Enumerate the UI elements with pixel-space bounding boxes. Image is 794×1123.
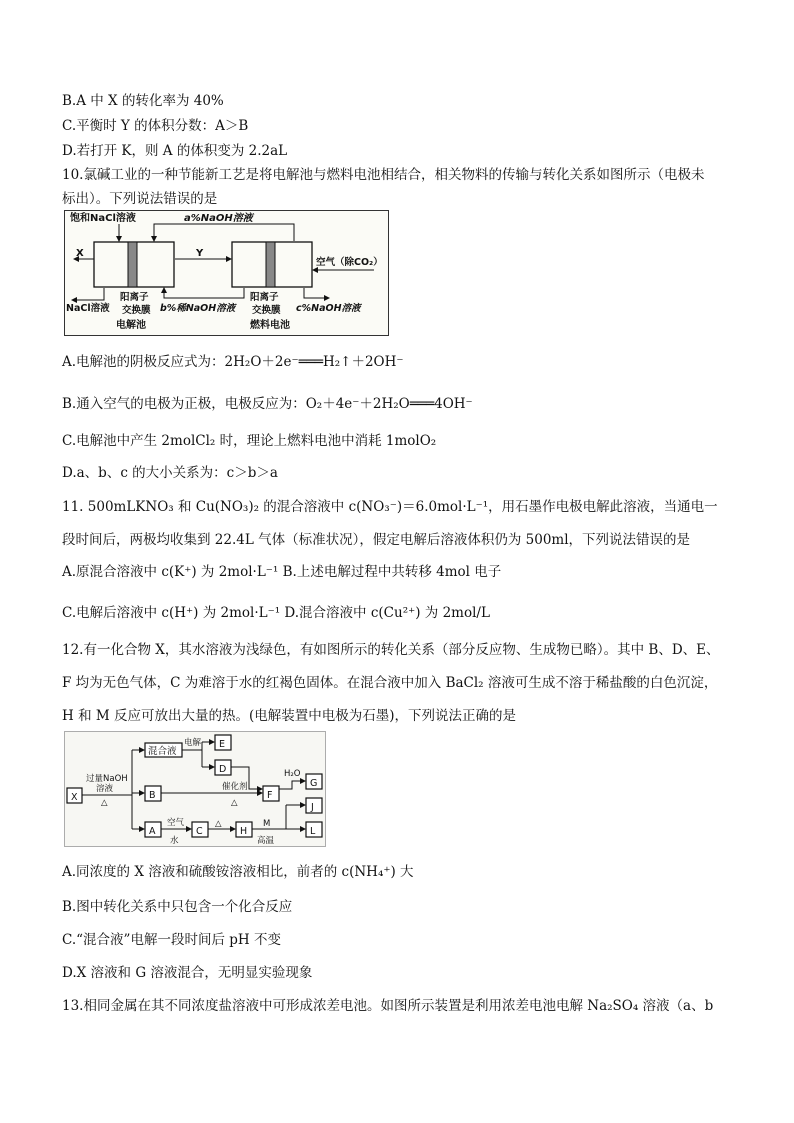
label-electrolysis-cell: 电解池 <box>116 320 146 331</box>
q11-stem-line2: 段时间后，两极均收集到 22.4L 气体（标准状况），假定电解后溶液体积仍为 500ml，下列说法错误的是 <box>62 532 691 548</box>
q10-figure-svg <box>64 210 389 336</box>
label-membrane1-line2: 交换膜 <box>122 305 151 316</box>
q10-option-a: A.电解池的阴极反应式为：2H₂O＋2e⁻═══H₂↑＋2OH⁻ <box>62 354 404 370</box>
node-l-label: L <box>310 826 316 837</box>
label-x: X <box>76 248 84 259</box>
edge-label-m: M <box>263 819 271 829</box>
node-d-label: D <box>219 764 227 775</box>
q12-figure <box>64 731 326 847</box>
q11-stem-line1: 11. 500mLKNO₃ 和 Cu(NO₃)₂ 的混合溶液中 c(NO₃⁻)＝6.0mol·L⁻¹，用石墨作电极电解此溶液，当通电一 <box>62 499 718 515</box>
q9-option-b: B.A 中 X 的转化率为 40% <box>62 93 224 109</box>
label-membrane2-line1: 阳离子 <box>250 292 279 303</box>
label-c-naoh: c%NaOH溶液 <box>296 303 361 314</box>
q10-stem-line2: 标出）。下列说法错误的是 <box>62 191 218 207</box>
q10-option-b: B.通入空气的电极为正极，电极反应为：O₂＋4e⁻＋2H₂O═══4OH⁻ <box>62 396 473 412</box>
edge-label-heat-1: △ <box>101 798 108 808</box>
q9-option-c: C.平衡时 Y 的体积分数：A＞B <box>62 118 249 134</box>
edge-label-naoh-2: 溶液 <box>96 784 114 794</box>
q11-options-ab: A.原混合溶液中 c(K⁺) 为 2mol·L⁻¹ B.上述电解过程中共转移 4mol 电子 <box>62 564 502 580</box>
label-membrane2-line2: 交换膜 <box>252 305 281 316</box>
q9-option-d: D.若打开 K，则 A 的体积变为 2.2aL <box>62 143 288 159</box>
label-membrane1-line1: 阳离子 <box>120 292 149 303</box>
q12-stem-line3: H 和 M 反应可放出大量的热。(电解装置中电极为石墨)，下列说法正确的是 <box>62 708 517 724</box>
edge-label-electrolysis: 电解 <box>184 738 202 748</box>
q10-figure-frame <box>65 211 389 336</box>
edge-label-heat-3: △ <box>215 819 222 829</box>
q10-stem-line1: 10.氯碱工业的一种节能新工艺是将电解池与燃料电池相结合，相关物料的传输与转化关系如图所示（电极未 <box>62 167 705 183</box>
node-b-label: B <box>149 790 156 801</box>
edge-label-water: 水 <box>170 836 179 846</box>
edge-label-high-temp: 高温 <box>257 836 275 846</box>
edge-label-naoh-1: 过量NaOH <box>86 774 128 784</box>
q11-options-cd: C.电解后溶液中 c(H⁺) 为 2mol·L⁻¹ D.混合溶液中 c(Cu²⁺) 为 2mol/L <box>62 605 490 621</box>
node-g-label: G <box>310 778 318 789</box>
node-x-label: X <box>71 792 78 803</box>
q12-option-d: D.X 溶液和 G 溶液混合，无明显实验现象 <box>62 965 313 981</box>
q10-option-c: C.电解池中产生 2molCl₂ 时，理论上燃料电池中消耗 1molO₂ <box>62 433 437 449</box>
label-y: Y <box>196 248 204 259</box>
q12-option-b: B.图中转化关系中只包含一个化合反应 <box>62 899 293 915</box>
label-a-naoh: a%NaOH溶液 <box>184 213 253 224</box>
node-c-label: C <box>196 826 203 837</box>
node-f-label: F <box>267 790 273 801</box>
node-h-label: H <box>240 826 248 837</box>
q10-option-d: D.a、b、c 的大小关系为：c＞b＞a <box>62 465 278 481</box>
label-fuel-cell: 燃料电池 <box>250 320 290 331</box>
label-nacl-out: NaCl溶液 <box>66 303 110 314</box>
q12-stem-line2: F 均为无色气体，C 为难溶于水的红褐色固体。在混合液中加入 BaCl₂ 溶液可生成不溶于稀盐酸的白色沉淀， <box>62 675 718 691</box>
edge-label-air: 空气 <box>167 818 185 828</box>
q12-option-a: A.同浓度的 X 溶液和硫酸铵溶液相比，前者的 c(NH₄⁺) 大 <box>62 864 414 880</box>
q12-option-c: C.“混合液”电解一段时间后 pH 不变 <box>62 932 281 948</box>
cation-membrane-2 <box>266 242 275 287</box>
q12-stem-line1: 12.有一化合物 X，其水溶液为浅绿色，有如图所示的转化关系（部分反应物、生成物已略）。其中 B、D、E、 <box>62 642 720 658</box>
edge-label-heat-2: △ <box>231 798 238 808</box>
cation-membrane-1 <box>128 242 137 287</box>
node-j <box>306 798 322 813</box>
node-mix-label: 混合液 <box>148 746 177 757</box>
edge-label-catalyst: 催化剂 <box>222 782 248 792</box>
q10-figure <box>64 210 389 336</box>
edge-label-h2o: H₂O <box>284 769 301 779</box>
label-sat-nacl: 饱和NaCl溶液 <box>70 213 136 224</box>
node-j-label: J <box>311 802 314 813</box>
q13-stem-line1: 13.相同金属在其不同浓度盐溶液中可形成浓差电池。如图所示装置是利用浓差电池电解 Na₂SO₄ 溶液（a、b <box>62 998 714 1014</box>
label-air: 空气（除CO₂） <box>316 257 383 268</box>
label-b-naoh: b%稀NaOH溶液 <box>160 303 236 314</box>
node-e-label: E <box>219 739 226 750</box>
node-a-label: A <box>149 826 156 837</box>
q12-flowchart-svg <box>64 731 326 847</box>
